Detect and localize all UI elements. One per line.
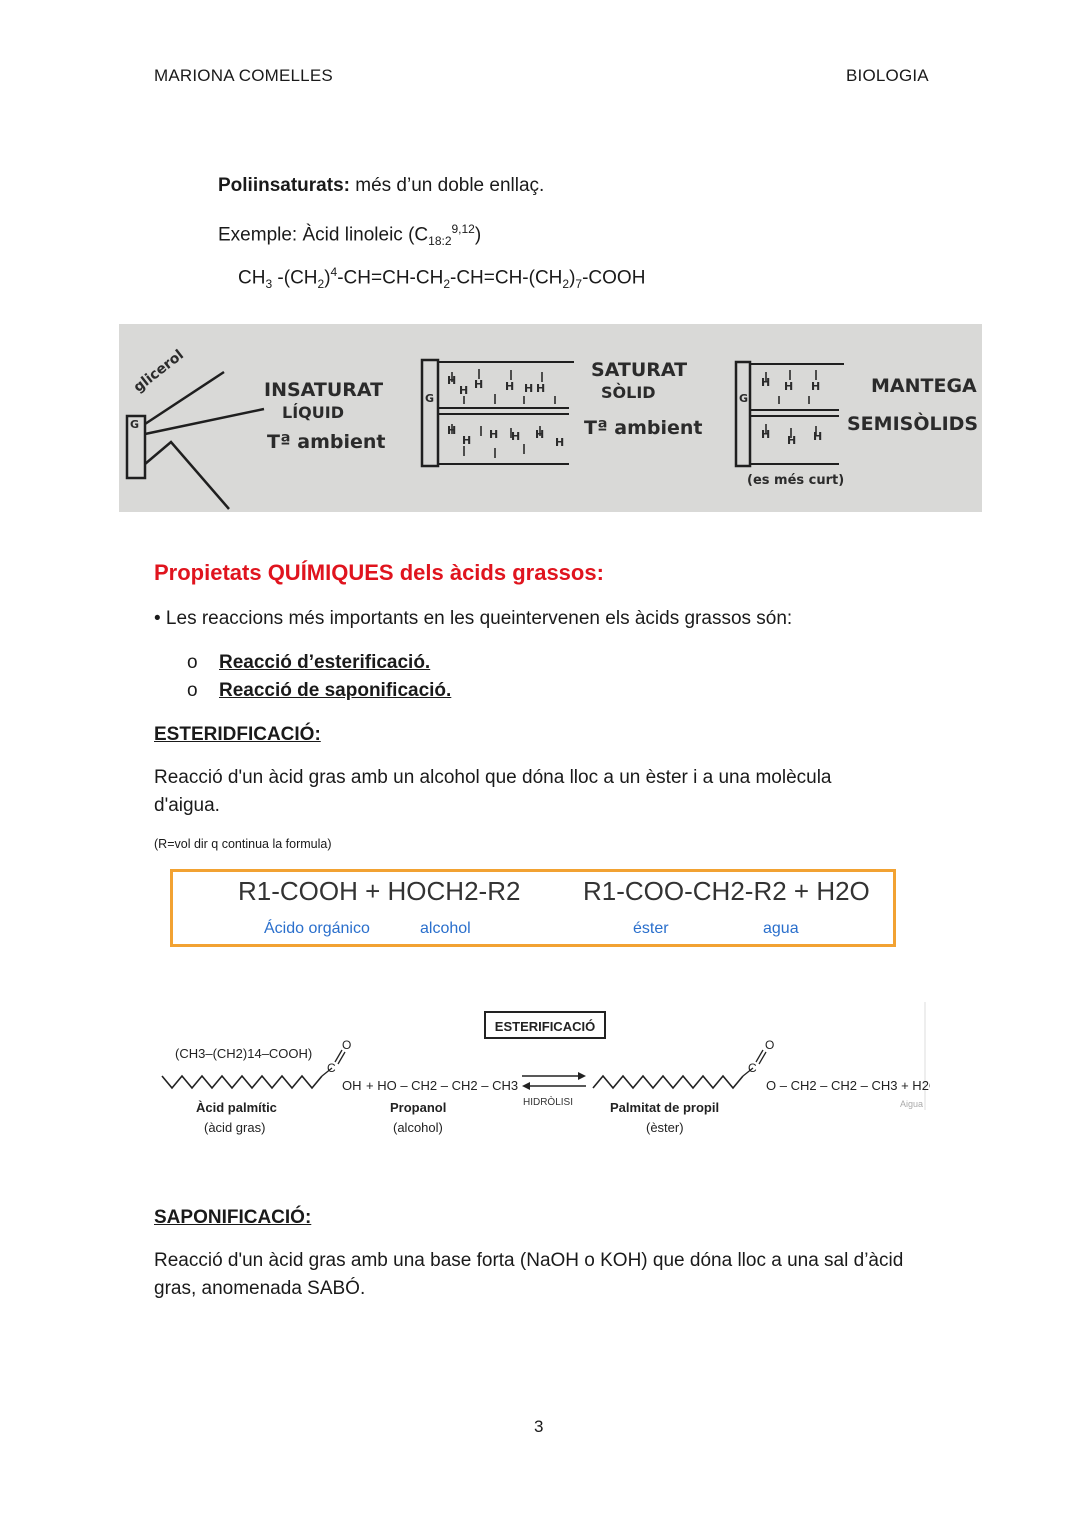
header-author: MARIONA COMELLES — [154, 66, 333, 85]
acid-oxygen: O — [342, 1038, 352, 1052]
esterification-desc-1: Reacció d'un àcid gras amb un alcohol que dóna lloc a un èster i a una molècula — [154, 767, 832, 788]
insaturat-label: INSATURAT — [264, 379, 384, 401]
palmitic-formula: (CH3–(CH2)14–COOH) — [175, 1046, 313, 1061]
equation-left: R1-COOH + HOCH2-R2 — [238, 876, 521, 906]
f-d: -CH=CH-CH — [337, 267, 444, 289]
h-label: H — [555, 436, 565, 449]
h-label: H — [813, 430, 823, 443]
saponification-desc-1: Reacció d'un àcid gras amb una base forta (NaOH o KOH) que dóna lloc a una sal d’àcid — [154, 1250, 904, 1271]
g-label-2: G — [425, 392, 435, 405]
h-label: H — [761, 376, 771, 389]
f-f: ) — [569, 267, 576, 289]
f-d-sub: 2 — [443, 277, 450, 292]
h-label: H — [536, 382, 546, 395]
h-label: H — [511, 430, 521, 443]
g-label-1: G — [130, 418, 140, 431]
f-c-sup: 4 — [330, 265, 338, 279]
polyunsaturated-term: Poliinsaturats: — [218, 175, 350, 196]
esterification-title: ESTERIDFICACIÓ: — [154, 724, 321, 745]
h-label: H — [447, 424, 457, 437]
saponification-desc-2: gras, anomenada SABÓ. — [154, 1278, 366, 1299]
palmitic-reaction — [150, 1000, 930, 1145]
h-label: H — [447, 374, 457, 387]
page-number: 3 — [534, 1417, 544, 1436]
h-label: H — [489, 428, 499, 441]
esterification-desc-2: d'aigua. — [154, 795, 220, 816]
h-label: H — [459, 384, 469, 397]
polyunsaturated-def: més d’un doble enllaç. — [349, 175, 545, 196]
liquid-label: LÍQUID — [282, 403, 344, 422]
label-acid: Ácido orgánico — [264, 920, 370, 937]
tamb-label-2: Tª ambient — [584, 417, 703, 439]
acid-oh: OH — [342, 1078, 362, 1093]
section-title: Propietats QUÍMIQUES dels àcids grassos: — [154, 560, 604, 585]
acid-carbon: C — [327, 1061, 336, 1075]
header-subject: BIOLOGIA — [846, 66, 929, 85]
h-label: H — [462, 434, 472, 447]
label-alcohol: alcohol — [420, 920, 471, 937]
f-e: -CH=CH-(CH — [450, 267, 563, 289]
bullet-esterification: Reacció d’esterificació. — [219, 652, 431, 673]
h-label: H — [524, 382, 534, 395]
f-c: ) — [324, 267, 331, 289]
bullet-mark-2: o — [187, 680, 198, 701]
bullet-mark-1: o — [187, 652, 198, 673]
saturat-label: SATURAT — [591, 359, 688, 381]
propanol-name: Propanol — [390, 1100, 447, 1115]
f-a-sub: 3 — [265, 277, 273, 292]
semisolids-label: SEMISÒLIDS — [847, 413, 979, 435]
mantega-label: MANTEGA — [871, 375, 977, 397]
g-label-3: G — [739, 392, 749, 405]
saponification-title: SAPONIFICACIÓ: — [154, 1207, 312, 1228]
f-b-sub: 2 — [317, 277, 325, 292]
label-agua: agua — [763, 920, 799, 937]
label-ester: éster — [633, 920, 669, 937]
r-note: (R=vol dir q continua la formula) — [154, 837, 332, 851]
f-b: -(CH — [272, 267, 318, 289]
h-label: H — [474, 378, 484, 391]
example-prefix: Exemple: Àcid linoleic (C — [218, 224, 429, 246]
f-a: CH — [238, 267, 266, 289]
f-e-sub: 2 — [562, 277, 570, 292]
f-f-sub: 7 — [575, 277, 583, 292]
hidrolisi-label: HIDRÒLISI — [522, 1097, 574, 1108]
ester-carbon: C — [748, 1061, 757, 1075]
linoleic-formula — [238, 258, 645, 298]
example-line — [218, 215, 481, 255]
propanol-formula: + HO – CH2 – CH2 – CH3 — [366, 1078, 519, 1093]
polyunsaturated-line — [218, 172, 544, 200]
h-label: H — [535, 428, 545, 441]
tamb-label-1: Tª ambient — [267, 431, 386, 453]
equation-right: R1-COO-CH2-R2 + H2O — [583, 876, 870, 906]
ester-name: Palmitat de propil — [610, 1100, 720, 1115]
h-label: H — [784, 380, 794, 393]
h-label: H — [505, 380, 515, 393]
h-label: H — [761, 428, 771, 441]
curt-label: (es més curt) — [747, 473, 845, 488]
propanol-type: (alcohol) — [393, 1120, 443, 1135]
h-label: H — [811, 380, 821, 393]
example-suffix: ) — [474, 224, 482, 246]
aigua-label: Aigua — [900, 1099, 924, 1109]
example-sub: 18:2 — [428, 234, 452, 249]
intro-text: • Les reaccions més importants en les queintervenen els àcids grassos són: — [154, 608, 793, 629]
example-sup: 9,12 — [451, 222, 475, 236]
ester-type: (èster) — [646, 1120, 684, 1135]
h-label: H — [787, 434, 797, 447]
fatty-acid-sketch — [119, 324, 982, 512]
f-g: -COOH — [582, 267, 646, 289]
glicerol-label: glicerol — [130, 347, 187, 396]
esterification-box-label: ESTERIFICACIÓ — [494, 1019, 596, 1034]
ester-formula: O – CH2 – CH2 – CH3 + H2O — [766, 1078, 930, 1093]
ester-oxygen: O — [765, 1038, 775, 1052]
acid-name: Àcid palmític — [196, 1100, 277, 1115]
acid-type: (àcid gras) — [204, 1120, 266, 1135]
solid-label: SÒLID — [601, 383, 656, 402]
bullet-saponification: Reacció de saponificació. — [219, 680, 452, 701]
